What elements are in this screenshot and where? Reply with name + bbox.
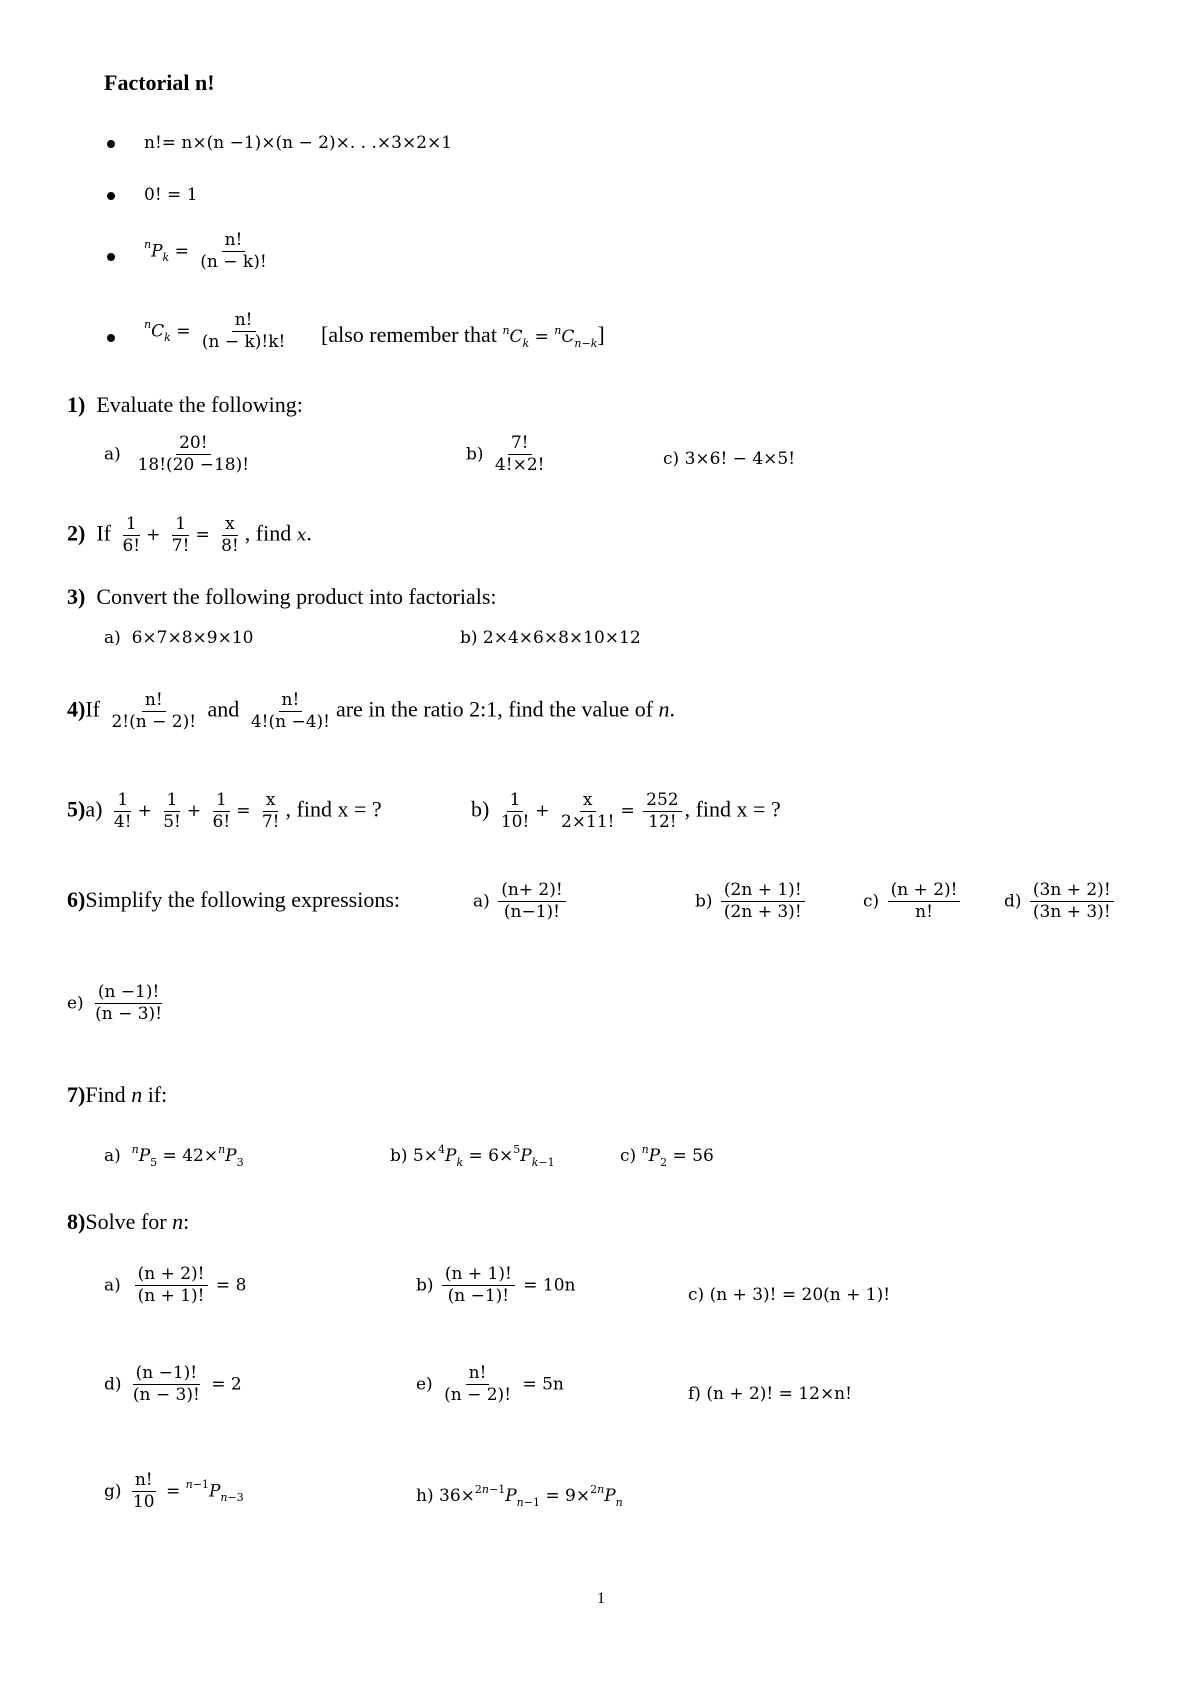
q7-part-c: c) $^nP_2 = 56$	[620, 1143, 714, 1169]
q1-part-a: a) $\frac{20!}{18!(20 -18)!}$	[104, 433, 250, 476]
question-5a: 5)a) $\frac{1}{4!}$ + $\frac{1}{5!}$ + $\frac{1}{6!}$ = $\frac{x}{7!}$ , find x = ?	[67, 790, 382, 833]
q7-part-a: a) $^nP_5 = 42\times^nP_3$	[104, 1143, 244, 1169]
q6-part-e: e) $\frac{(n -1)!}{(n - 3)!}$	[67, 982, 163, 1025]
q8-part-e: e) $\frac{n!}{(n - 2)!}$ = 5n	[416, 1363, 564, 1406]
q3-part-b: b) 2×4×6×8×10×12	[460, 628, 641, 648]
q6-part-a: a) $\frac{(n+ 2)!}{(n-1)!}$	[473, 880, 569, 924]
q7-part-b: b) $5\times^4P_k = 6\times^5P_{k-1}$	[390, 1143, 555, 1169]
q3-part-a: a) 6×7×8×9×10	[104, 628, 254, 648]
q8-part-d: d) $\frac{(n -1)!}{(n - 3)!}$ = 2	[104, 1363, 242, 1406]
page-title: Factorial n!	[104, 70, 215, 95]
question-5b: b) $\frac{1}{10!}$ + $\frac{x}{2\times 11!}$ = $\frac{252}{12!}$ , find x = ?	[471, 790, 781, 833]
page-number: 1	[597, 1590, 605, 1607]
question-8: 8)Solve for n:	[67, 1209, 190, 1234]
q8-part-h: h) $36\times^{2n-1}P_{n-1} = 9\times^{2n}P_n$	[416, 1483, 623, 1509]
bullet	[107, 140, 115, 148]
combination-symmetry-note: [also remember that $^nC_k = ^nC_{n-k}$]	[321, 322, 605, 350]
q6-part-d: d) $\frac{(3n + 2)!}{(3n + 3)!}$	[1004, 880, 1117, 924]
def-combination: $^nC_k$ = $\frac{n!}{(n - k)!k!}$	[144, 310, 286, 353]
q6-part-b: b) $\frac{(2n + 1)!}{(2n + 3)!}$	[695, 880, 808, 924]
bullet	[107, 334, 115, 342]
question-2: 2) If $\frac{1}{6!}$ + $\frac{1}{7!}$ = $\frac{x}{8!}$ , find x.	[67, 514, 312, 557]
q6-part-c: c) $\frac{(n + 2)!}{n!}$	[863, 880, 963, 924]
question-3: 3) Convert the following product into factorials:	[67, 584, 497, 609]
q8-part-b: b) $\frac{(n + 1)!}{(n -1)!}$ = 10n	[416, 1264, 576, 1307]
q8-part-a: a) $\frac{(n + 2)!}{(n + 1)!}$ = 8	[104, 1264, 247, 1307]
q8-part-f: f) (n + 2)! = 12×n!	[688, 1384, 852, 1404]
question-1: 1) Evaluate the following:	[67, 392, 303, 417]
q1-part-c: c) 3×6! − 4×5!	[663, 449, 796, 469]
def-zero-factorial: 0! = 1	[144, 185, 198, 205]
question-7: 7)Find n if:	[67, 1082, 168, 1107]
bullet	[107, 192, 115, 200]
question-4: 4)If $\frac{n!}{2!(n - 2)!}$ and $\frac{n!}{4!(n -4)!}$ are in the ratio 2:1, find the value of n.	[67, 690, 676, 733]
question-6: 6)Simplify the following expressions:	[67, 887, 401, 912]
def-permutation: $^nP_k$ = $\frac{n!}{(n - k)!}$	[144, 230, 267, 273]
q8-part-g: g) $\frac{n!}{10}$ = $^{n-1}P_{n-3}$	[104, 1470, 244, 1513]
q8-part-c: c) (n + 3)! = 20(n + 1)!	[688, 1285, 891, 1305]
def-factorial: n!= n×(n −1)×(n − 2)×. . .×3×2×1	[144, 133, 453, 153]
bullet	[107, 253, 115, 261]
q1-part-b: b) $\frac{7!}{4!\times 2!}$	[466, 433, 545, 476]
